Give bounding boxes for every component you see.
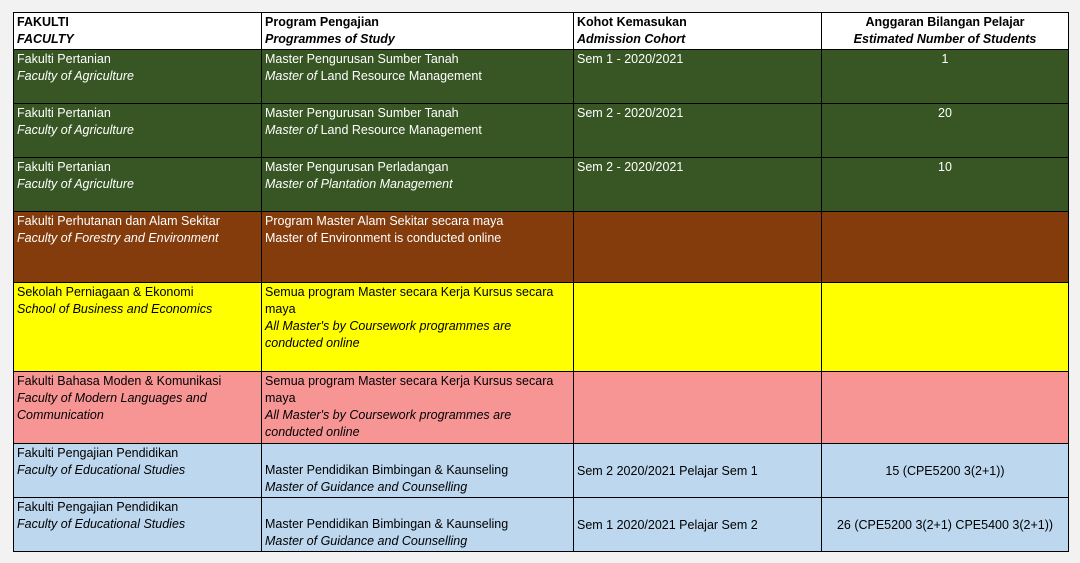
header-programme-ms: Program Pengajian bbox=[265, 15, 379, 29]
faculty-ms: Fakulti Bahasa Moden & Komunikasi bbox=[17, 374, 222, 388]
faculty-en: School of Business and Economics bbox=[17, 302, 213, 316]
programme-ms: Master Pengurusan Perladangan bbox=[265, 160, 449, 174]
faculty-ms: Fakulti Pertanian bbox=[17, 106, 111, 120]
faculty-en: Faculty of Educational Studies bbox=[17, 463, 186, 477]
programme-en: Master of Plantation Management bbox=[265, 177, 453, 191]
programme-en: All Master's by Coursework programmes are conducted online bbox=[265, 408, 512, 439]
faculty-ms: Fakulti Pertanian bbox=[17, 52, 111, 66]
programme-spacer bbox=[265, 445, 570, 462]
cohort-cell: Sem 2 - 2020/2021 bbox=[574, 104, 822, 158]
table-row bbox=[14, 444, 1069, 498]
students-cell bbox=[822, 212, 1069, 283]
header-programme bbox=[262, 13, 574, 50]
programme-cell bbox=[262, 212, 574, 283]
faculty-cell bbox=[14, 498, 262, 552]
programme-en bbox=[265, 68, 570, 85]
faculty-en: Faculty of Modern Languages and Communication bbox=[17, 391, 207, 422]
programme-en-rest: Land Resource Management bbox=[317, 123, 482, 137]
table-row bbox=[14, 372, 1069, 444]
students-cell: 10 bbox=[822, 158, 1069, 212]
faculty-en: Faculty of Agriculture bbox=[17, 69, 134, 83]
cohort-cell: Sem 1 2020/2021 Pelajar Sem 2 bbox=[574, 498, 822, 552]
programme-ms: Master Pengurusan Sumber Tanah bbox=[265, 106, 459, 120]
table-row bbox=[14, 104, 1069, 158]
faculty-en: Faculty of Agriculture bbox=[17, 123, 134, 137]
header-faculty-en: FACULTY bbox=[17, 32, 74, 46]
students-cell: 15 (CPE5200 3(2+1)) bbox=[822, 444, 1069, 498]
cohort-cell bbox=[574, 283, 822, 372]
faculty-ms: Fakulti Pengajian Pendidikan bbox=[17, 500, 179, 514]
cohort-cell bbox=[574, 372, 822, 444]
cohort-cell: Sem 2 - 2020/2021 bbox=[574, 158, 822, 212]
faculty-cell bbox=[14, 50, 262, 104]
header-cohort-en: Admission Cohort bbox=[577, 32, 686, 46]
table-wrapper bbox=[13, 12, 1069, 552]
faculty-cell bbox=[14, 283, 262, 372]
header-cohort bbox=[574, 13, 822, 50]
faculty-ms: Sekolah Perniagaan & Ekonomi bbox=[17, 285, 194, 299]
programme-cell bbox=[262, 283, 574, 372]
table-row bbox=[14, 50, 1069, 104]
table-row bbox=[14, 212, 1069, 283]
faculty-en: Faculty of Forestry and Environment bbox=[17, 231, 219, 245]
header-faculty bbox=[14, 13, 262, 50]
faculty-cell bbox=[14, 444, 262, 498]
programme-en: Master of Guidance and Counselling bbox=[265, 534, 468, 548]
programme-cell bbox=[262, 104, 574, 158]
programme-cell bbox=[262, 158, 574, 212]
faculty-en: Faculty of Educational Studies bbox=[17, 517, 186, 531]
faculty-cell bbox=[14, 372, 262, 444]
faculty-ms: Fakulti Perhutanan dan Alam Sekitar bbox=[17, 214, 220, 228]
students-cell bbox=[822, 372, 1069, 444]
table-row bbox=[14, 498, 1069, 552]
header-programme-en: Programmes of Study bbox=[265, 32, 395, 46]
programme-ms: Master Pendidikan Bimbingan & Kaunseling bbox=[265, 463, 509, 477]
faculty-cell bbox=[14, 212, 262, 283]
header-students-ms: Anggaran Bilangan Pelajar bbox=[865, 15, 1025, 29]
programme-ms: Program Master Alam Sekitar secara maya bbox=[265, 214, 504, 228]
header-cohort-ms: Kohot Kemasukan bbox=[577, 15, 687, 29]
faculty-en: Faculty of Agriculture bbox=[17, 177, 134, 191]
programme-cell bbox=[262, 444, 574, 498]
programme-spacer bbox=[265, 499, 570, 516]
faculty-cell bbox=[14, 104, 262, 158]
programme-ms: Master Pendidikan Bimbingan & Kaunseling bbox=[265, 517, 509, 531]
header-students bbox=[822, 13, 1069, 50]
programme-en: All Master's by Coursework programmes are conducted online bbox=[265, 319, 512, 350]
programme-table bbox=[13, 12, 1069, 552]
programme-ms: Semua program Master secara Kerja Kursus secara maya bbox=[265, 374, 554, 405]
programme-ms: Semua program Master secara Kerja Kursus secara maya bbox=[265, 285, 554, 316]
header-faculty-ms: FAKULTI bbox=[17, 15, 69, 29]
table-row bbox=[14, 158, 1069, 212]
programme-en: Master of Guidance and Counselling bbox=[265, 480, 468, 494]
programme-en-rest: Land Resource Management bbox=[317, 69, 482, 83]
programme-en: Master of Environment is conducted online bbox=[265, 231, 502, 245]
cohort-cell bbox=[574, 212, 822, 283]
students-cell bbox=[822, 283, 1069, 372]
programme-cell bbox=[262, 372, 574, 444]
programme-en-prefix: Master of bbox=[265, 69, 318, 83]
students-cell: 1 bbox=[822, 50, 1069, 104]
faculty-ms: Fakulti Pengajian Pendidikan bbox=[17, 446, 179, 460]
programme-en-prefix: Master of bbox=[265, 123, 318, 137]
programme-ms: Master Pengurusan Sumber Tanah bbox=[265, 52, 459, 66]
cohort-cell: Sem 1 - 2020/2021 bbox=[574, 50, 822, 104]
programme-cell bbox=[262, 498, 574, 552]
cohort-cell: Sem 2 2020/2021 Pelajar Sem 1 bbox=[574, 444, 822, 498]
table-row bbox=[14, 283, 1069, 372]
programme-cell bbox=[262, 50, 574, 104]
faculty-ms: Fakulti Pertanian bbox=[17, 160, 111, 174]
header-students-en: Estimated Number of Students bbox=[853, 32, 1037, 46]
students-cell: 26 (CPE5200 3(2+1) CPE5400 3(2+1)) bbox=[822, 498, 1069, 552]
table-header-row bbox=[14, 13, 1069, 50]
programme-en bbox=[265, 122, 570, 139]
students-cell: 20 bbox=[822, 104, 1069, 158]
faculty-cell bbox=[14, 158, 262, 212]
